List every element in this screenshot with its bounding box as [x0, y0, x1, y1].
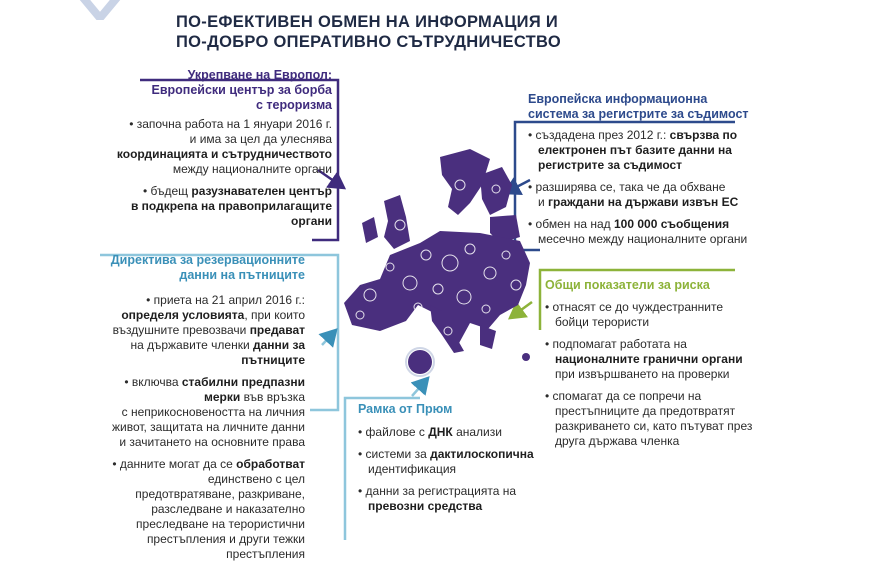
prum-arrow-head	[412, 378, 428, 396]
list-item: • започна работа на 1 януари 2016 г. и има за цел да улеснява координацията и сътрудничеството между националните органи	[80, 117, 332, 177]
list-item: • приета на 21 април 2016 г.: определя условията, при които въздушните превозвачи предават на държавите членки данни за пътниците	[95, 293, 305, 368]
list-item: • включва стабилни предпазни мерки във връзка с неприкосновеността на личния живот, защитата на личните данни и зачитането на основните права	[95, 375, 305, 450]
list-item: • бъдещ разузнавателен център в подкрепа на правоприлагащите органи	[80, 184, 332, 229]
risk-section	[545, 278, 785, 456]
europol-heading: Укрепване на Европол: Европейски център за борба с тероризма	[151, 68, 332, 112]
list-item: • спомагат да се попречи на престъпниците да предотвратят разкриването си, като пътуват през друга държава членка	[545, 389, 785, 449]
pnr-heading: Директива за резервационните данни на пътниците	[110, 253, 305, 282]
prum-heading: Рамка от Прюм	[358, 402, 453, 416]
list-item: • подпомагат работата на националните гранични органи при извършването на проверки	[545, 337, 785, 382]
title-line-2: ПО-ДОБРО ОПЕРАТИВНО СЪТРУДНИЧЕСТВО	[176, 33, 561, 51]
ecris-heading: Европейска информационна система за регистрите за съдимост	[528, 92, 749, 121]
list-item: • файлове с ДНК анализи	[358, 425, 558, 440]
europe-map-icon	[330, 145, 540, 380]
risk-heading: Общи показатели за риска	[545, 278, 710, 292]
prum-section	[358, 402, 558, 521]
title-line-1: ПО-ЕФЕКТИВЕН ОБМЕН НА ИНФОРМАЦИЯ И	[176, 13, 559, 31]
list-item: • системи за дактилоскопична идентификация	[358, 447, 558, 477]
list-item: • обмен на над 100 000 съобщения месечно между националните органи	[528, 217, 778, 247]
list-item: • създадена през 2012 г.: свързва по електронен път базите данни на регистрите за съдимост	[528, 128, 778, 173]
list-item: • отнасят се до чуждестранните бойци терористи	[545, 300, 785, 330]
list-item: • данни за регистрацията на превозни средства	[358, 484, 558, 514]
list-item: • разширява се, така че да обхване и граждани на държави извън ЕС	[528, 180, 778, 210]
ecris-section	[528, 92, 778, 254]
list-item: • данните могат да се обработват единствено с цел предотвратяване, разкриване, разследване и наказателно преследване на терористични престъпления и други тежки престъпления	[95, 457, 305, 562]
europol-section	[80, 68, 332, 236]
pnr-section	[95, 253, 305, 569]
